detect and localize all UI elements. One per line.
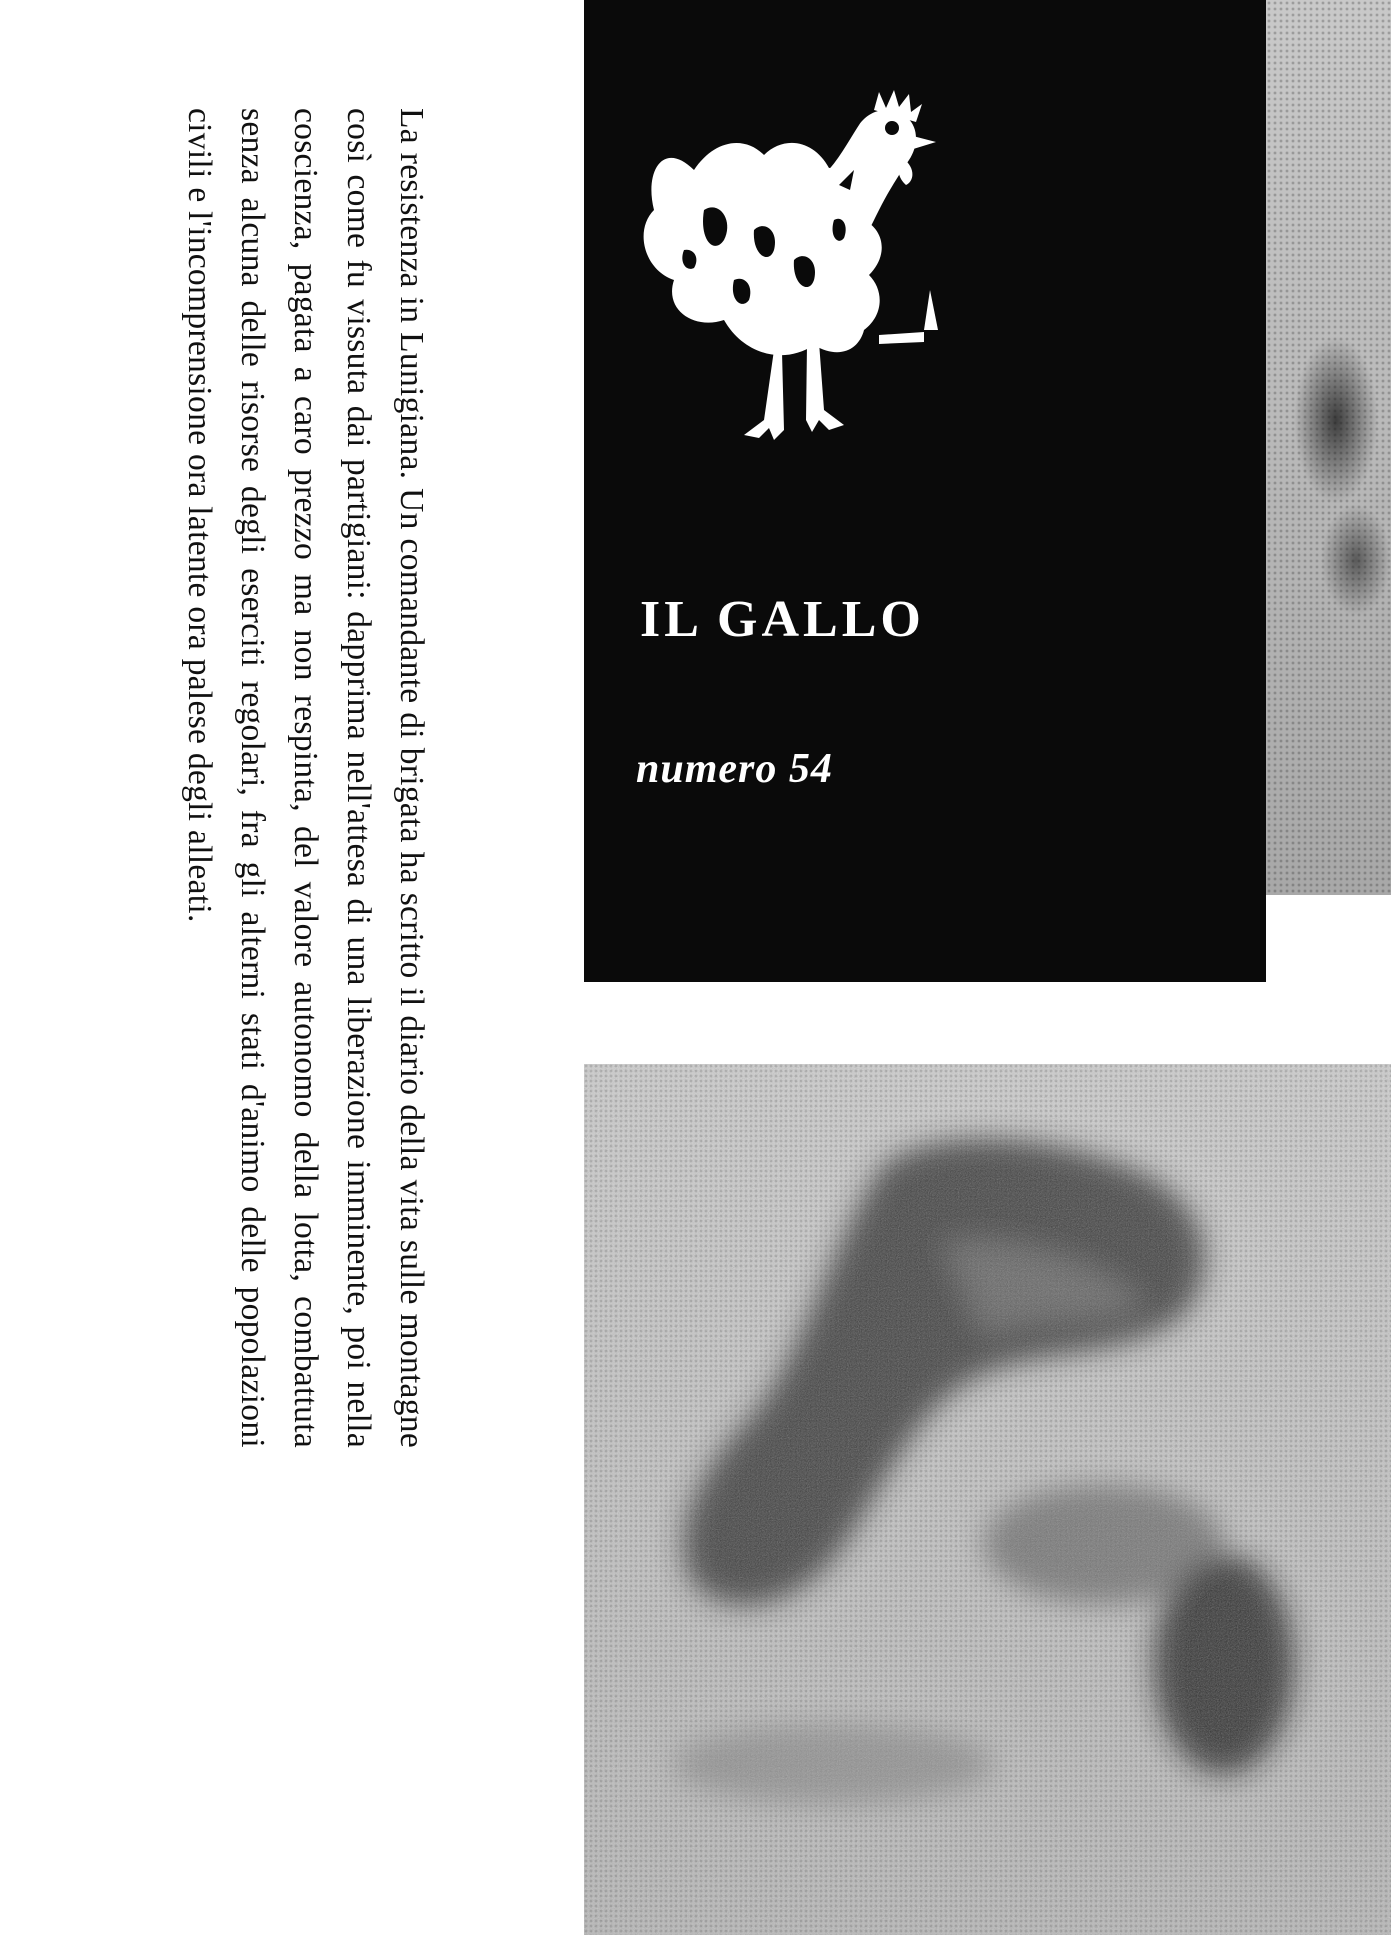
article-paragraph: La resistenza in Lunigiana. Un comandante di brigata ha scritto il diario della vita sulle montagne così come fu vissuta dai partigiani: dapprima nell'attesa di una liberazione imminente, poi nella coscienza, pagata a caro prezzo ma non respinta, del valore autonomo della lotta, combattuta senza alcuna delle risorse degli eserciti regolari, fra gli alterni stati d'animo delle popolazioni civili e l'incomprensione ora latente ora palese degli alleati. [181,108,430,1448]
article-column [138,108,438,1448]
cover-block [584,0,1266,982]
photo-top-right [1266,0,1391,895]
photo-bottom [584,1064,1391,1935]
rooster-icon [624,80,944,480]
photo-bottom-shapes [584,1064,1391,1935]
magazine-title: IL GALLO [640,591,925,648]
issue-number: numero 54 [636,746,833,792]
